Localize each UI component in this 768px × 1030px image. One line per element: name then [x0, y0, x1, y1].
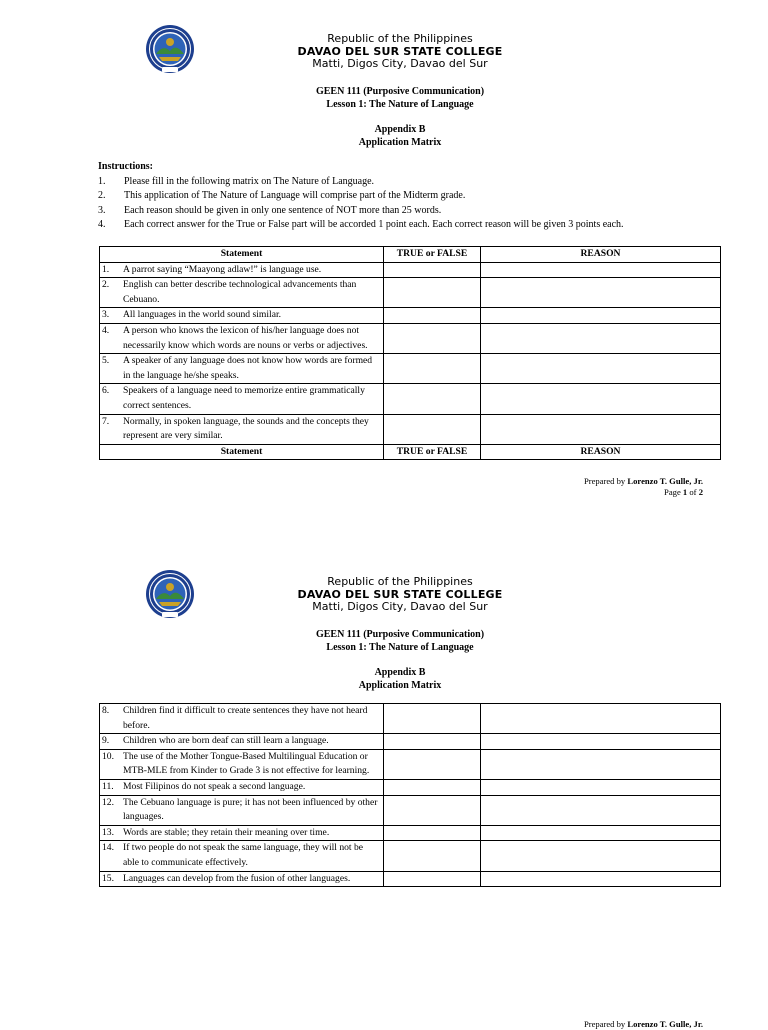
statement-text: Most Filipinos do not speak a second language. — [123, 780, 306, 792]
application-matrix-table-continued — [99, 703, 721, 887]
col-header-reason: REASON — [481, 247, 721, 263]
table-header-row — [100, 247, 721, 263]
col-header-true-false: TRUE or FALSE — [384, 247, 481, 263]
reason-cell[interactable] — [481, 323, 721, 353]
table-row: 5. A speaker of any language does not know how words are formed in the language he/she speaks. — [100, 354, 721, 384]
table-footer-row — [100, 444, 721, 460]
statement-text: The Cebuano language is pure; it has not been influenced by other languages. — [123, 796, 378, 823]
college-address: Matti, Digos City, Davao del Sur — [312, 57, 488, 70]
college-name: DAVAO DEL SUR STATE COLLEGE — [297, 587, 503, 601]
true-false-cell[interactable] — [384, 414, 481, 444]
table-row: 2. English can better describe technological advancements than Cebuano. — [100, 278, 721, 308]
appendix-block — [150, 123, 650, 149]
true-false-cell[interactable] — [384, 262, 481, 278]
reason-cell[interactable] — [481, 262, 721, 278]
statement-text: Languages can develop from the fusion of other languages. — [123, 872, 351, 884]
statement-text: If two people do not speak the same language, they will not be able to communicate effectively. — [123, 842, 364, 868]
course-title: GEEN 111 (Purposive Communication) — [315, 629, 485, 640]
appendix-label: Appendix B — [374, 667, 426, 678]
reason-cell[interactable] — [481, 384, 721, 414]
instruction-item: 2. This application of The Nature of Language will comprise part of the Midterm grade. — [98, 190, 466, 201]
table-row: 11. Most Filipinos do not speak a second language. — [100, 779, 721, 795]
statement-text: Words are stable; they retain their meaning over time. — [123, 826, 330, 838]
statement-text: A person who knows the lexicon of his/her language does not necessarily know which words are nouns or verbs or adjectives. — [123, 324, 368, 351]
table-row: 1. A parrot saying “Maayong adlaw!” is language use. — [100, 262, 721, 278]
republic-line: Republic of the Philippines — [327, 575, 473, 588]
institution-header — [150, 576, 650, 614]
institution-header — [150, 33, 650, 71]
course-block — [150, 628, 650, 654]
prepared-by: Prepared by Lorenzo T. Gulle, Jr. — [583, 1019, 703, 1029]
table-row: 10. The use of the Mother Tongue-Based Multilingual Education or MTB-MLE from Kinder to Grade 3 is not effective for learning. — [100, 749, 721, 779]
true-false-cell[interactable] — [384, 384, 481, 414]
statement-text: A speaker of any language does not know how words are formed in the language he/she speaks. — [123, 355, 373, 381]
appendix-label: Appendix B — [374, 124, 426, 135]
instruction-item: 1. Please fill in the following matrix on The Nature of Language. — [98, 175, 375, 187]
reason-cell[interactable] — [481, 871, 721, 887]
course-title: GEEN 111 (Purposive Communication) — [315, 86, 485, 97]
true-false-cell[interactable] — [384, 734, 481, 750]
college-address: Matti, Digos City, Davao del Sur — [312, 600, 488, 613]
true-false-cell[interactable] — [384, 841, 481, 871]
statement-text: Speakers of a language need to memorize entire grammatically correct sentences. — [123, 385, 365, 411]
instructions — [98, 160, 718, 233]
col-header-statement: Statement — [100, 247, 384, 263]
reason-cell[interactable] — [481, 278, 721, 308]
reason-cell[interactable] — [481, 704, 721, 734]
true-false-cell[interactable] — [384, 278, 481, 308]
lesson-title: Lesson 1: The Nature of Language — [326, 99, 474, 110]
statement-text: The use of the Mother Tongue-Based Multilingual Education or MTB-MLE from Kinder to Grade 3 is not effective for learning. — [123, 750, 370, 777]
reason-cell[interactable] — [481, 354, 721, 384]
reason-cell[interactable] — [481, 825, 721, 841]
col-footer-true-false: TRUE or FALSE — [384, 444, 481, 460]
reason-cell[interactable] — [481, 841, 721, 871]
reason-cell[interactable] — [481, 795, 721, 825]
page-footer — [450, 476, 703, 498]
true-false-cell[interactable] — [384, 779, 481, 795]
table-row: 15. Languages can develop from the fusion of other languages. — [100, 871, 721, 887]
true-false-cell[interactable] — [384, 323, 481, 353]
statement-text: All languages in the world sound similar. — [123, 309, 282, 321]
statement-text: Children who are born deaf can still learn a language. — [123, 735, 329, 747]
appendix-block — [150, 666, 650, 692]
true-false-cell[interactable] — [384, 825, 481, 841]
table-row: 4. A person who knows the lexicon of his/her language does not necessarily know which words are nouns or verbs or adjectives. — [100, 323, 721, 353]
course-block — [150, 85, 650, 111]
reason-cell[interactable] — [481, 414, 721, 444]
table-row: 14. If two people do not speak the same language, they will not be able to communicate effectively. — [100, 841, 721, 871]
matrix-title: Application Matrix — [358, 680, 442, 691]
table-row: 12. The Cebuano language is pure; it has not been influenced by other languages. — [100, 795, 721, 825]
instruction-item: 3. Each reason should be given in only one sentence of NOT more than 25 words. — [98, 204, 442, 216]
statement-text: English can better describe technological advancements than Cebuano. — [123, 279, 357, 305]
table-row: 7. Normally, in spoken language, the sounds and the concepts they represent are very similar. — [100, 414, 721, 444]
statement-text: Children find it difficult to create sentences they have not heard before. — [123, 705, 368, 731]
true-false-cell[interactable] — [384, 354, 481, 384]
page-2 — [0, 545, 768, 1029]
application-matrix-table — [99, 246, 721, 460]
reason-cell[interactable] — [481, 308, 721, 324]
table-row: 9. Children who are born deaf can still learn a language. — [100, 734, 721, 750]
table-row: 13. Words are stable; they retain their meaning over time. — [100, 825, 721, 841]
true-false-cell[interactable] — [384, 871, 481, 887]
statement-text: A parrot saying “Maayong adlaw!” is language use. — [123, 263, 322, 275]
reason-cell[interactable] — [481, 734, 721, 750]
page-footer — [450, 1019, 703, 1030]
statement-text: Normally, in spoken language, the sounds and the concepts they represent are very similar. — [123, 415, 369, 442]
lesson-title: Lesson 1: The Nature of Language — [326, 642, 474, 653]
reason-cell[interactable] — [481, 779, 721, 795]
instructions-title: Instructions: — [98, 161, 154, 172]
true-false-cell[interactable] — [384, 704, 481, 734]
table-row: 6. Speakers of a language need to memorize entire grammatically correct sentences. — [100, 384, 721, 414]
true-false-cell[interactable] — [384, 749, 481, 779]
instruction-item: 4. Each correct answer for the True or False part will be accorded 1 point each. Each correct reason will be given 3 points each. — [98, 219, 624, 230]
reason-cell[interactable] — [481, 749, 721, 779]
prepared-by: Prepared by Lorenzo T. Gulle, Jr. — [583, 476, 703, 486]
table-row: 3. All languages in the world sound similar. — [100, 308, 721, 324]
matrix-title: Application Matrix — [358, 137, 442, 148]
true-false-cell[interactable] — [384, 308, 481, 324]
col-footer-statement: Statement — [100, 444, 384, 460]
republic-line: Republic of the Philippines — [327, 32, 473, 45]
college-name: DAVAO DEL SUR STATE COLLEGE — [297, 44, 503, 58]
table-row: 8. Children find it difficult to create sentences they have not heard before. — [100, 704, 721, 734]
col-footer-reason: REASON — [481, 444, 721, 460]
true-false-cell[interactable] — [384, 795, 481, 825]
page-number: Page 1 of 2 — [664, 487, 703, 497]
